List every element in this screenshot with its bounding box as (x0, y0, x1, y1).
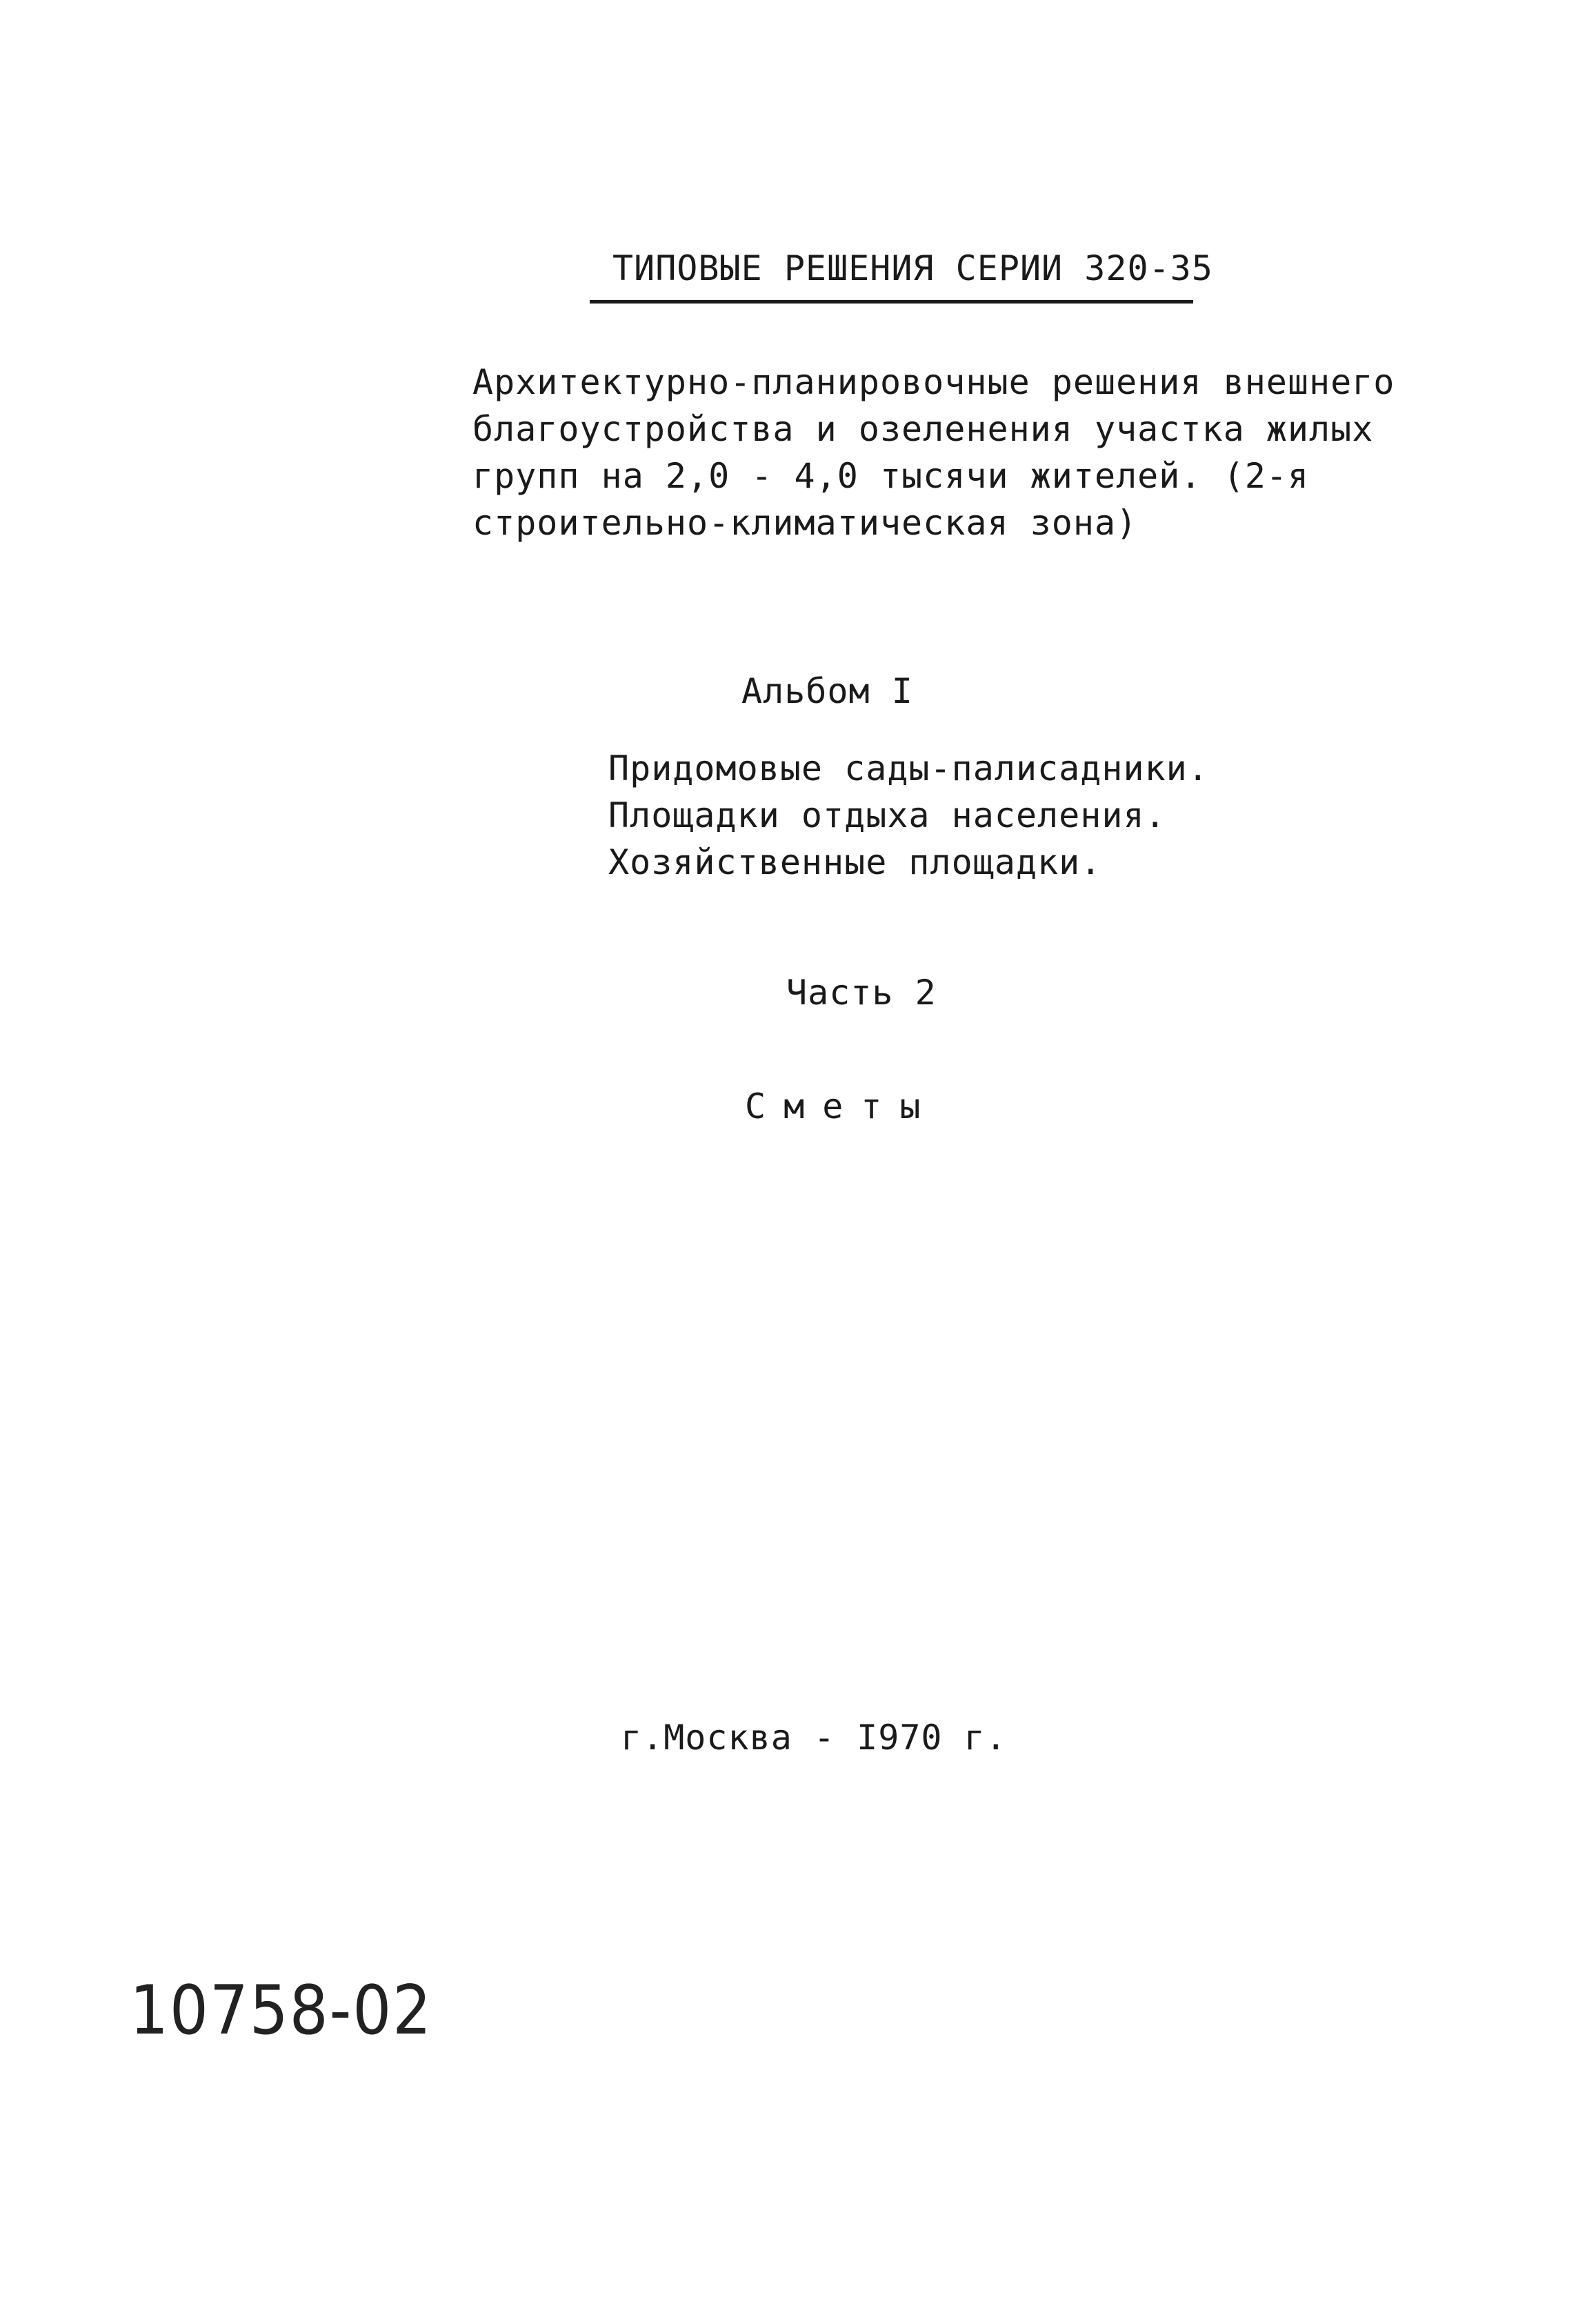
description-line-4: строительно-климатическая зона) (472, 503, 1138, 543)
description-line-3: групп на 2,0 - 4,0 тысячи жителей. (2-я (472, 456, 1309, 496)
inventory-stamp-number: 10758-02 (130, 1971, 433, 2050)
album-contents-item-3: Хозяйственные площадки. (608, 842, 1102, 882)
place-and-year: г.Москва - I970 г. (621, 1718, 1007, 1758)
part-label: Часть 2 (786, 973, 937, 1013)
series-title: ТИПОВЫЕ РЕШЕНИЯ СЕРИИ 320-35 (612, 248, 1213, 288)
description-line-2: благоустройства и озеленения участка жилых (472, 409, 1374, 449)
album-contents-item-2: Площадки отдыха населения. (608, 795, 1166, 835)
album-title: Альбом I (741, 671, 913, 711)
part-name: Сметы (745, 1086, 939, 1126)
album-contents-item-1: Придомовые сады-палисадники. (608, 748, 1209, 788)
description-line-1: Архитектурно-планировочные решения внешнего (472, 362, 1395, 402)
title-underline (590, 300, 1193, 304)
